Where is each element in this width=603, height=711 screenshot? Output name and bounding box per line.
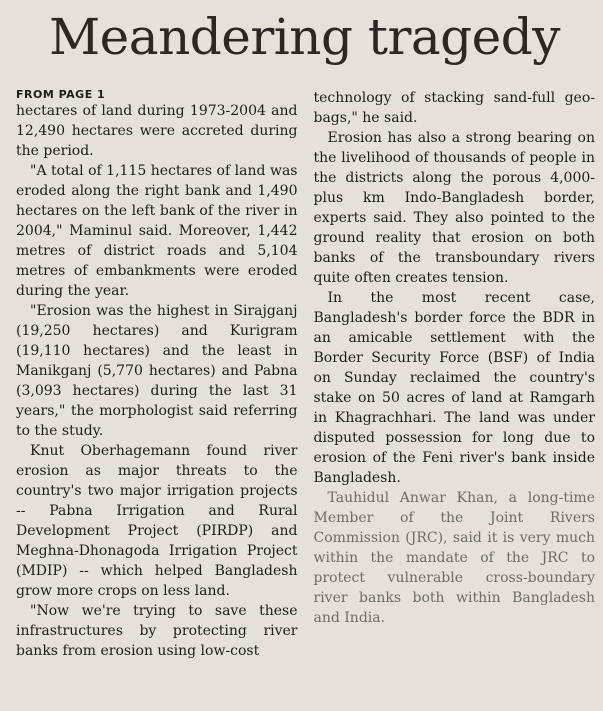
paragraph: technology of stacking sand-full geo-bags," he said. bbox=[313, 90, 595, 126]
paragraph: Tauhidul Anwar Khan, a long-time Member of the Joint Rivers Commission (JRC), said it is very much within the mandate of the JRC to protect vulnerable cross-boundary river banks both within Bangladesh and India. bbox=[313, 490, 595, 626]
headline: Meandering tragedy bbox=[48, 8, 561, 66]
paragraph: "Erosion was the highest in Sirajganj (19,250 hectares) and Kurigram (19,110 hectares) and the least in Manikganj (5,770 hectares) and Pabna (3,093 hectares) during the last 31 years," the morphologist said referring to the study. bbox=[16, 303, 298, 439]
paragraph: "A total of 1,115 hectares of land was eroded along the right bank and 1,490 hectares on the left bank of the river in 2004," Maminul said. Moreover, 1,442 metres of district roads and 5,104 metres of embankments were eroded during the year. bbox=[16, 163, 298, 299]
left-column bbox=[16, 88, 298, 711]
paragraph: Erosion has also a strong bearing on the livelihood of thousands of people in the districts along the porous 4,000-plus km Indo-Bangladesh border, experts said. They also pointed to the ground reality that erosion on both banks of the transboundary rivers quite often creates tension. bbox=[313, 130, 595, 286]
paragraph: In the most recent case, Bangladesh's border force the BDR in an amicable settlement with the Border Security Force (BSF) of India on Sunday reclaimed the country's stake on 50 acres of land at Ramgarh in Khagrachhari. The land was under disputed possession for long due to erosion of the Feni river's bank inside Bangladesh. bbox=[313, 290, 595, 486]
paragraph: hectares of land during 1973-2004 and 12,490 hectares were accreted during the period. bbox=[16, 103, 298, 159]
paragraph: "Now we're trying to save these infrastructures by protecting river banks from erosion using low-cost bbox=[16, 603, 298, 659]
article-body bbox=[16, 88, 595, 711]
right-column bbox=[314, 88, 596, 711]
kicker: FROM PAGE 1 bbox=[16, 88, 106, 101]
paragraph: Knut Oberhagemann found river erosion as major threats to the country's two major irrigation projects -- Pabna Irrigation and Rural Development Project (PIRDP) and Meghna-Dhonagoda Irrigation Project (MDIP) -- which helped Bangladesh grow more crops on less land. bbox=[16, 443, 298, 599]
